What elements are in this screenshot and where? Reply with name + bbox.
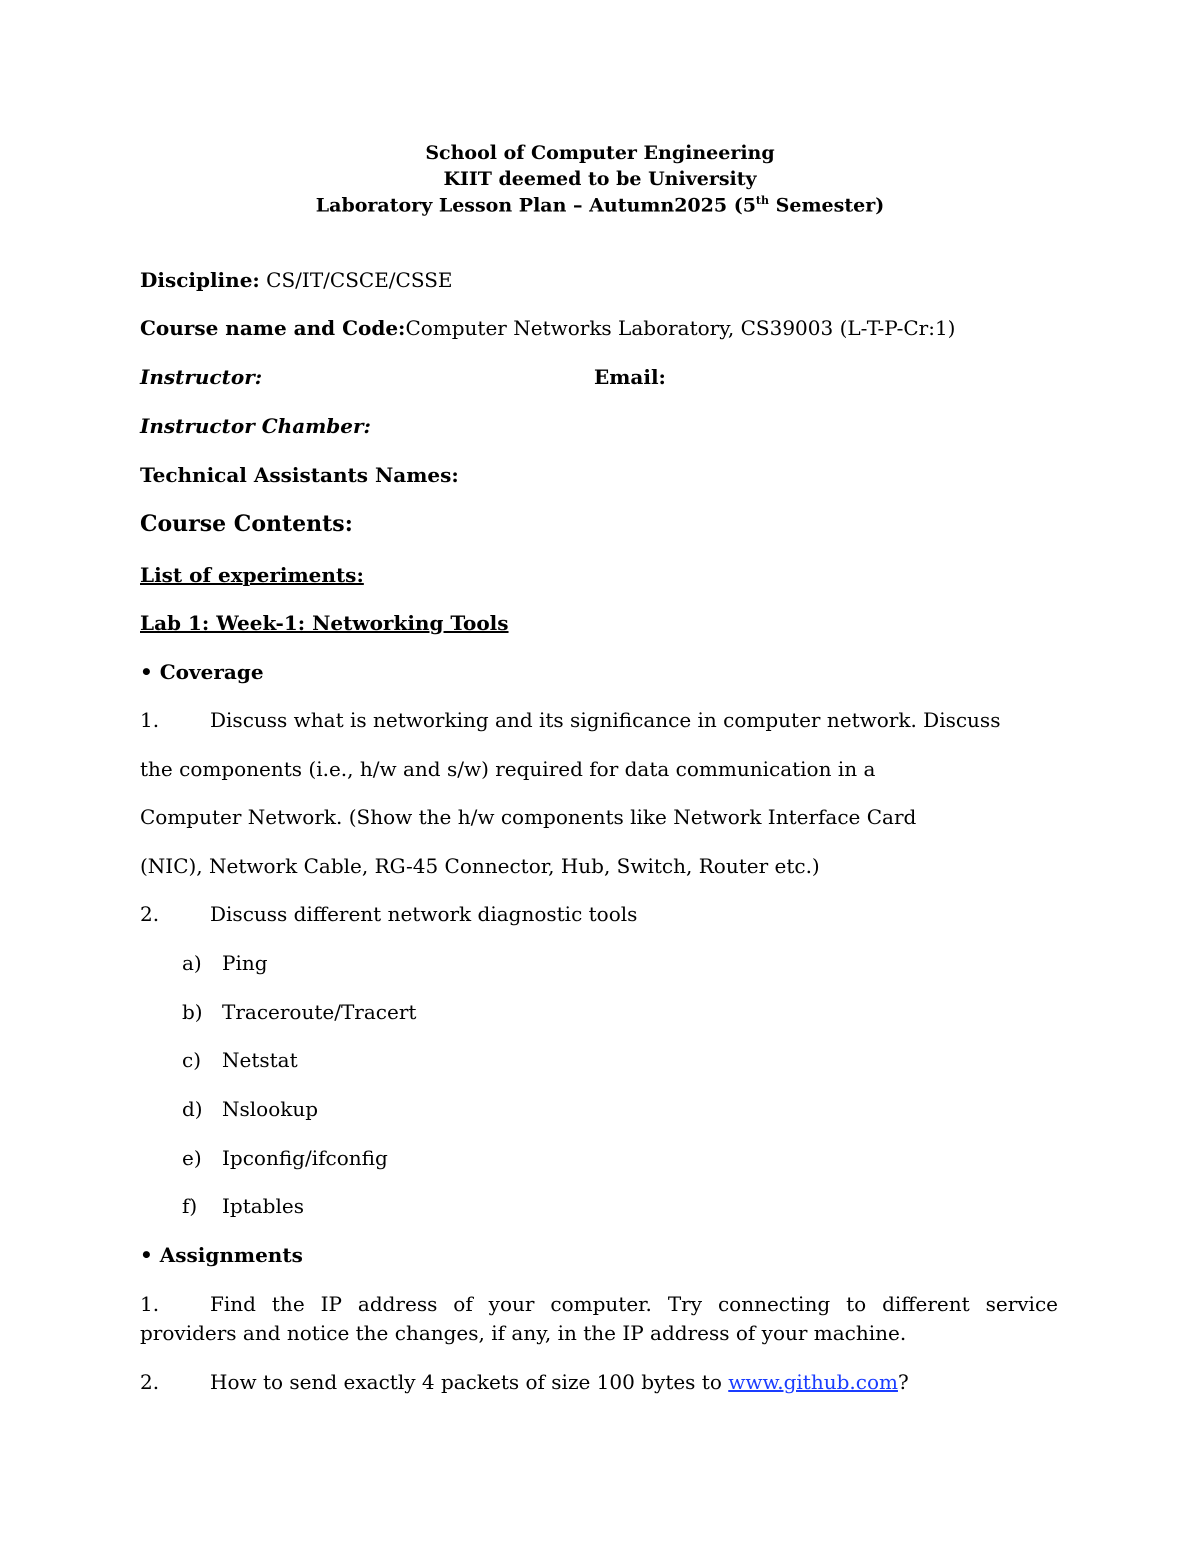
assignments-heading: • Assignments bbox=[140, 1243, 303, 1267]
discipline-label: Discipline: bbox=[140, 268, 260, 292]
course-value: Computer Networks Laboratory, CS39003 (L-T-P-Cr:1) bbox=[405, 316, 956, 340]
tool-name: Traceroute/Tracert bbox=[222, 1000, 417, 1024]
discipline-line bbox=[140, 268, 453, 292]
tool-name: Netstat bbox=[222, 1048, 298, 1072]
assignment-2-end: ? bbox=[897, 1370, 909, 1394]
tool-name: Nslookup bbox=[222, 1097, 319, 1121]
tool-name: Ping bbox=[222, 951, 268, 975]
course-line bbox=[140, 316, 955, 340]
ta-label: Technical Assistants Names: bbox=[140, 463, 459, 487]
list-item bbox=[182, 951, 268, 975]
coverage-item-1-text: Discuss what is networking and its significance in computer network. Discuss bbox=[210, 708, 1001, 732]
header-plan-sup: th bbox=[755, 194, 770, 207]
tool-label: e) bbox=[182, 1146, 202, 1170]
lab1-title: Lab 1: Week-1: Networking Tools bbox=[140, 611, 509, 635]
course-contents-heading: Course Contents: bbox=[140, 511, 353, 537]
coverage-item-2-number: 2. bbox=[140, 902, 160, 926]
discipline-value: CS/IT/CSCE/CSSE bbox=[259, 268, 453, 292]
tool-name: Iptables bbox=[222, 1194, 304, 1218]
tool-label: c) bbox=[182, 1048, 202, 1072]
header-plan-text: Laboratory Lesson Plan – Autumn2025 (5 bbox=[315, 194, 756, 217]
tool-label: b) bbox=[182, 1000, 203, 1024]
list-item bbox=[182, 1194, 304, 1218]
list-of-experiments-heading: List of experiments: bbox=[140, 563, 364, 587]
header-school: School of Computer Engineering bbox=[425, 142, 775, 164]
coverage-item-1-number: 1. bbox=[140, 708, 160, 732]
assignment-1-number: 1. bbox=[140, 1292, 160, 1316]
tool-name: Ipconfig/ifconfig bbox=[222, 1146, 388, 1170]
assignment-2 bbox=[140, 1370, 909, 1394]
coverage-item-1-line-2: the components (i.e., h/w and s/w) required for data communication in a bbox=[140, 757, 876, 781]
tool-label: a) bbox=[182, 951, 202, 975]
list-item bbox=[182, 1097, 318, 1121]
assignment-1-text: Find the IP address of your computer. Try connecting to different service bbox=[210, 1292, 1058, 1316]
coverage-item-2-text: Discuss different network diagnostic tools bbox=[210, 902, 638, 926]
instructor-label: Instructor: bbox=[140, 365, 263, 389]
tool-label: f) bbox=[182, 1194, 198, 1218]
coverage-heading: • Coverage bbox=[140, 660, 264, 684]
header-plan-semester: Semester) bbox=[769, 194, 885, 217]
coverage-item-1-line-3: Computer Network. (Show the h/w components like Network Interface Card bbox=[140, 805, 917, 829]
tool-label: d) bbox=[182, 1097, 203, 1121]
coverage-item-1-line-4: (NIC), Network Cable, RG-45 Connector, Hub, Switch, Router etc.) bbox=[140, 854, 820, 878]
assignment-1-line-1 bbox=[140, 1292, 1058, 1316]
course-label: Course name and Code: bbox=[140, 316, 406, 340]
email-label: Email: bbox=[594, 365, 666, 389]
header-plan bbox=[0, 194, 1200, 216]
assignment-1-line-2: providers and notice the changes, if any, in the IP address of your machine. bbox=[140, 1321, 907, 1345]
assignment-2-text: How to send exactly 4 packets of size 100 bytes to bbox=[210, 1370, 729, 1394]
list-item bbox=[182, 1146, 388, 1170]
chamber-label: Instructor Chamber: bbox=[140, 414, 371, 438]
coverage-item-2 bbox=[140, 902, 637, 926]
github-link[interactable]: www.github.com bbox=[728, 1370, 898, 1394]
list-item bbox=[182, 1000, 416, 1024]
header-university: KIIT deemed to be University bbox=[443, 168, 757, 190]
list-item bbox=[182, 1048, 298, 1072]
assignment-2-number: 2. bbox=[140, 1370, 160, 1394]
coverage-item-1-line-1 bbox=[140, 708, 1000, 732]
